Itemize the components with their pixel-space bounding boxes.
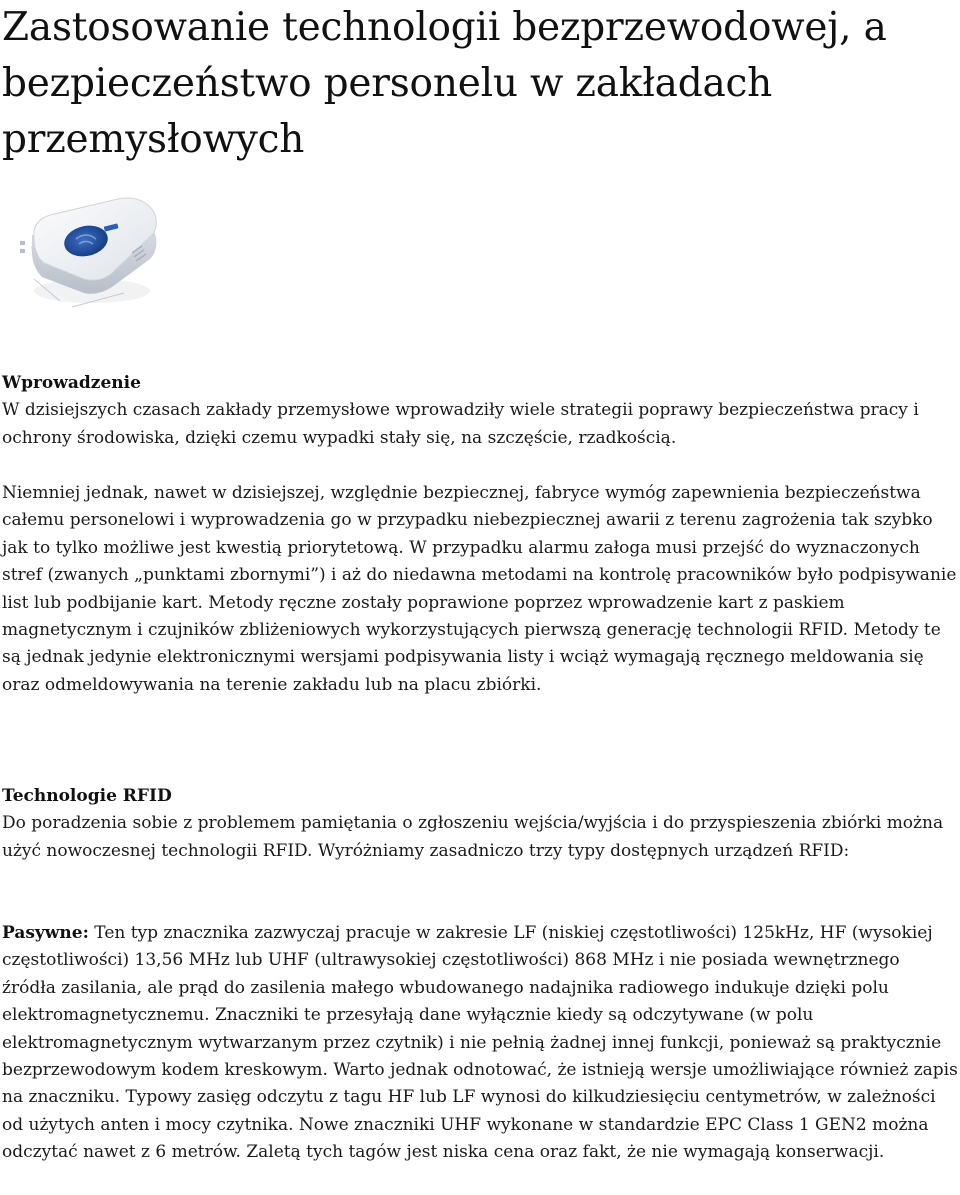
section-introduction-continued <box>2 480 958 699</box>
rfid-reader-device-image <box>20 183 162 323</box>
section-heading: Wprowadzenie <box>2 373 141 393</box>
paragraph-lead-in: Pasywne: <box>2 923 89 943</box>
paragraph-text: Ten typ znacznika zazwyczaj pracuje w zakresie LF (niskiej częstotliwości) 125kHz, HF (wysokiej częstotliwości) 13,56 MHz lub UHF (ultrawysokiej częstotliwości) 868 MHz i nie posiada wewnętrznego źródła zasilania, ale prąd do zasilenia małego wbudowanego nadajnika radiowego indukuje dzięki polu elektromagnetycznemu. Znaczniki te przesyłają dane wyłącznie kiedy są odczytywane (w polu elektromagnetycznym wytwarzanym przez czytnik) i nie pełnią żadnej innej funkcji, ponieważ są praktycznie bezprzewodowym kodem kreskowym. Warto jednak odnotować, że istnieją wersje umożliwiające również zapis na znaczniku. Typowy zasięg odczytu z tagu HF lub LF wynosi do kilkudziesięciu centymetrów, w zależności od użytych anten i mocy czytnika. Nowe znaczniki UHF wykonane w standardzie EPC Class 1 GEN2 można odczytać nawet z 6 metrów. Zaletą tych tagów jest niska cena oraz fakt, że nie wymagają konserwacji. <box>2 923 958 1163</box>
rfid-reader-device-icon <box>20 183 162 323</box>
section-introduction <box>2 370 958 452</box>
paragraph: Niemniej jednak, nawet w dzisiejszej, względnie bezpiecznej, fabryce wymóg zapewnienia bezpieczeństwa całemu personelowi i wyprowadzenia go w przypadku niebezpiecznej awarii z terenu zagrożenia tak szybko jak to tylko możliwe jest kwestią priorytetową. W przypadku alarmu załoga musi przejść do wyznaczonych stref (zwanych „punktami zbornymi”) i aż do niedawna metodami na kontrolę pracowników było podpisywanie list lub podbijanie kart. Metody ręczne zostały poprawione poprzez wprowadzenie kart z paskiem magnetycznym i czujników zbliżeniowych wykorzystujących pierwszą generację technologii RFID. Metody te są jednak jedynie elektronicznymi wersjami podpisywania listy i wciąż wymagają ręcznego meldowania się oraz odmeldowywania na terenie zakładu lub na placu zbiórki. <box>2 483 957 695</box>
paragraph: W dzisiejszych czasach zakłady przemysłowe wprowadziły wiele strategii poprawy bezpieczeństwa pracy i ochrony środowiska, dzięki czemu wypadki stały się, na szczęście, rzadkością. <box>2 400 919 448</box>
section-heading: Technologie RFID <box>2 786 172 806</box>
paragraph: Do poradzenia sobie z problemem pamiętania o zgłoszeniu wejścia/wyjścia i do przyspieszenia zbiórki można użyć nowoczesnej technologii RFID. Wyróżniamy zasadniczo trzy typy dostępnych urządzeń RFID: <box>2 813 944 861</box>
document-title: Zastosowanie technologii bezprzewodowej, a bezpieczeństwo personelu w zakładach przemysłowych <box>2 5 887 162</box>
section-rfid-technologies <box>2 783 958 865</box>
section-passive-tags <box>2 920 958 1167</box>
paragraph <box>2 920 958 1167</box>
